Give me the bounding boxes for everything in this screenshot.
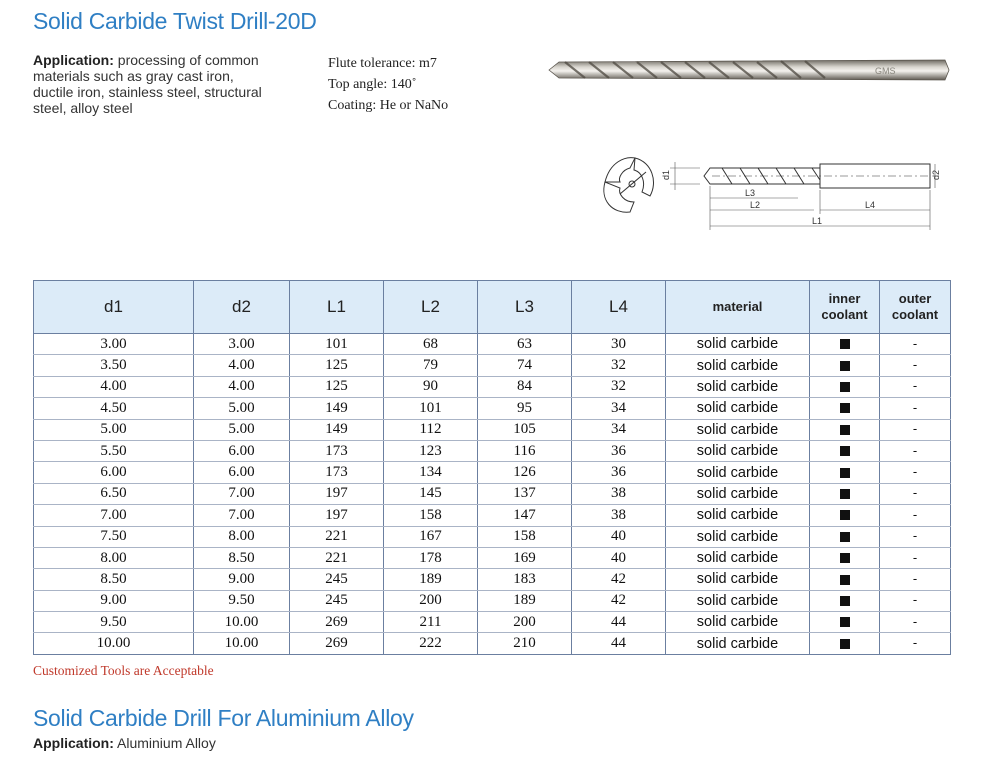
table-row [34,462,951,483]
cell-inner-coolant [810,590,880,611]
cell-L2: 189 [384,569,478,590]
cell-outer-coolant [880,633,951,654]
table-row [34,419,951,440]
cell-L3: 210 [478,633,572,654]
cell-d1: 9.00 [34,590,194,611]
cell-outer-coolant [880,355,951,376]
cell-outer-coolant [880,419,951,440]
filled-square-icon [840,575,850,585]
cell-L4: 42 [572,590,666,611]
cell-outer-coolant [880,398,951,419]
header-L3: L3 [478,281,572,334]
cell-d2: 7.00 [194,505,290,526]
cell-inner-coolant [810,483,880,504]
cell-d2: 3.00 [194,334,290,355]
dash-mark: - [912,592,918,608]
dash-mark: - [912,549,918,565]
cell-outer-coolant [880,547,951,568]
dash-mark: - [912,335,918,351]
cell-L4: 40 [572,526,666,547]
cell-L4: 40 [572,547,666,568]
filled-square-icon [840,446,850,456]
cell-L3: 74 [478,355,572,376]
cell-material: solid carbide [666,355,810,376]
cell-d2: 6.00 [194,440,290,461]
watermark-logo: GMS [875,66,896,76]
cell-inner-coolant [810,398,880,419]
cell-d1: 10.00 [34,633,194,654]
cell-d2: 8.00 [194,526,290,547]
cell-d1: 3.00 [34,334,194,355]
cell-material: solid carbide [666,398,810,419]
drill-side-view [704,164,930,188]
filled-square-icon [840,425,850,435]
filled-square-icon [840,617,850,627]
cell-d1: 4.00 [34,376,194,397]
cell-L3: 169 [478,547,572,568]
cell-outer-coolant [880,376,951,397]
table-row [34,440,951,461]
header-d1: d1 [34,281,194,334]
filled-square-icon [840,339,850,349]
cell-L1: 173 [290,462,384,483]
diagram-label-L4: L4 [865,200,876,210]
cell-d1: 7.50 [34,526,194,547]
cell-L1: 125 [290,376,384,397]
table-row [34,483,951,504]
cell-L1: 149 [290,398,384,419]
cell-L2: 134 [384,462,478,483]
cell-material: solid carbide [666,526,810,547]
cell-d1: 8.00 [34,547,194,568]
cell-L2: 167 [384,526,478,547]
application-text-2: Aluminium Alloy [113,735,216,751]
cell-L3: 147 [478,505,572,526]
cell-L2: 222 [384,633,478,654]
cell-L2: 101 [384,398,478,419]
cell-L4: 38 [572,505,666,526]
dash-mark: - [912,613,918,629]
cell-material: solid carbide [666,612,810,633]
cell-L2: 158 [384,505,478,526]
cell-L2: 112 [384,419,478,440]
cell-L1: 101 [290,334,384,355]
drill-spec-table [33,280,951,655]
cell-material: solid carbide [666,376,810,397]
cell-outer-coolant [880,334,951,355]
diagram-label-L2: L2 [750,200,761,210]
diagram-label-L3: L3 [745,188,756,198]
cell-L2: 178 [384,547,478,568]
cell-L4: 44 [572,612,666,633]
header-L4: L4 [572,281,666,334]
cell-inner-coolant [810,505,880,526]
table-row [34,547,951,568]
table-body [34,334,951,655]
header-material: material [666,281,810,334]
cell-L2: 79 [384,355,478,376]
cross-section-view [604,158,654,213]
cell-d2: 5.00 [194,398,290,419]
application-description [33,52,273,116]
section-title-twist-drill: Solid Carbide Twist Drill-20D [33,8,317,34]
cell-L4: 38 [572,483,666,504]
cell-d1: 4.50 [34,398,194,419]
cell-L3: 95 [478,398,572,419]
cell-d2: 10.00 [194,612,290,633]
cell-L3: 105 [478,419,572,440]
filled-square-icon [840,553,850,563]
cell-inner-coolant [810,419,880,440]
cell-L1: 197 [290,483,384,504]
cell-L1: 245 [290,590,384,611]
cell-L1: 149 [290,419,384,440]
table-row [34,612,951,633]
header-inner-coolant: inner coolant [810,281,880,334]
diagram-label-d1: d1 [661,169,671,180]
filled-square-icon [840,361,850,371]
cell-L4: 36 [572,440,666,461]
cell-material: solid carbide [666,440,810,461]
cell-inner-coolant [810,376,880,397]
cell-d1: 7.00 [34,505,194,526]
spec-top-angle: Top angle: 140˚ [328,77,417,92]
dash-mark: - [912,528,918,544]
cell-d1: 8.50 [34,569,194,590]
cell-d2: 5.00 [194,419,290,440]
cell-inner-coolant [810,355,880,376]
cell-L4: 32 [572,355,666,376]
cell-inner-coolant [810,547,880,568]
cell-L2: 200 [384,590,478,611]
header-L2: L2 [384,281,478,334]
table-row [34,569,951,590]
cell-L4: 30 [572,334,666,355]
cell-inner-coolant [810,526,880,547]
dash-mark: - [912,464,918,480]
filled-square-icon [840,639,850,649]
dash-mark: - [912,506,918,522]
spec-coating: Coating: He or NaNo [328,98,449,113]
cell-L4: 32 [572,376,666,397]
cell-d2: 4.00 [194,376,290,397]
table-row [34,590,951,611]
customization-note: Customized Tools are Acceptable [33,663,214,678]
cell-material: solid carbide [666,419,810,440]
filled-square-icon [840,382,850,392]
application-description-2 [33,735,433,751]
cell-material: solid carbide [666,334,810,355]
cell-L3: 63 [478,334,572,355]
filled-square-icon [840,510,850,520]
cell-L4: 44 [572,633,666,654]
drill-dimension-diagram [600,152,945,242]
cell-d1: 6.00 [34,462,194,483]
cell-inner-coolant [810,612,880,633]
dash-mark: - [912,357,918,373]
dash-mark: - [912,635,918,651]
cell-L2: 211 [384,612,478,633]
cell-material: solid carbide [666,462,810,483]
diagram-label-d2: d2 [931,169,941,180]
cell-inner-coolant [810,462,880,483]
cell-inner-coolant [810,633,880,654]
dash-mark: - [912,378,918,394]
cell-L4: 36 [572,462,666,483]
cell-L1: 125 [290,355,384,376]
header-d2: d2 [194,281,290,334]
table-row [34,334,951,355]
cell-d2: 9.50 [194,590,290,611]
cell-outer-coolant [880,462,951,483]
table-row [34,355,951,376]
cell-material: solid carbide [666,505,810,526]
table-header-row [34,281,951,334]
cell-outer-coolant [880,505,951,526]
cell-L3: 158 [478,526,572,547]
application-label: Application: [33,52,114,68]
cell-d2: 6.00 [194,462,290,483]
dash-mark: - [912,399,918,415]
cell-L4: 42 [572,569,666,590]
filled-square-icon [840,468,850,478]
header-L1: L1 [290,281,384,334]
section-title-aluminium-drill: Solid Carbide Drill For Aluminium Alloy [33,705,414,731]
dash-mark: - [912,421,918,437]
filled-square-icon [840,596,850,606]
cell-L1: 221 [290,526,384,547]
cell-d2: 7.00 [194,483,290,504]
cell-outer-coolant [880,590,951,611]
cell-L2: 90 [384,376,478,397]
cell-L1: 197 [290,505,384,526]
cell-L1: 221 [290,547,384,568]
drill-photo [545,54,950,86]
cell-L3: 183 [478,569,572,590]
diagram-label-L1: L1 [812,216,823,226]
cell-material: solid carbide [666,569,810,590]
cell-d1: 3.50 [34,355,194,376]
cell-L4: 34 [572,398,666,419]
cell-d2: 4.00 [194,355,290,376]
filled-square-icon [840,489,850,499]
cell-outer-coolant [880,569,951,590]
header-outer-coolant: outer coolant [880,281,951,334]
cell-outer-coolant [880,440,951,461]
spec-flute-tolerance: Flute tolerance: m7 [328,56,437,71]
filled-square-icon [840,403,850,413]
cell-outer-coolant [880,526,951,547]
cell-L2: 68 [384,334,478,355]
cell-d2: 10.00 [194,633,290,654]
cell-L3: 137 [478,483,572,504]
table-row [34,526,951,547]
spec-list [328,53,448,116]
cell-L3: 126 [478,462,572,483]
table-row [34,376,951,397]
dimension-lines [670,162,935,230]
cell-material: solid carbide [666,483,810,504]
application-label-2: Application: [33,735,114,751]
cell-material: solid carbide [666,633,810,654]
cell-inner-coolant [810,440,880,461]
cell-inner-coolant [810,569,880,590]
cell-outer-coolant [880,612,951,633]
cell-L2: 145 [384,483,478,504]
dash-mark: - [912,485,918,501]
cell-material: solid carbide [666,590,810,611]
dash-mark: - [912,442,918,458]
cell-L1: 245 [290,569,384,590]
table-row [34,633,951,654]
dash-mark: - [912,570,918,586]
cell-material: solid carbide [666,547,810,568]
table-row [34,398,951,419]
cell-d2: 8.50 [194,547,290,568]
cell-L1: 173 [290,440,384,461]
cell-d1: 5.50 [34,440,194,461]
cell-L4: 34 [572,419,666,440]
cell-outer-coolant [880,483,951,504]
cell-d1: 9.50 [34,612,194,633]
table-row [34,505,951,526]
cell-L3: 84 [478,376,572,397]
cell-L3: 189 [478,590,572,611]
filled-square-icon [840,532,850,542]
cell-d1: 5.00 [34,419,194,440]
cell-L2: 123 [384,440,478,461]
application-text: processing of common materials such as gray cast iron, ductile iron, stainless steel, structural steel, alloy steel [33,52,262,116]
cell-d2: 9.00 [194,569,290,590]
cell-L3: 200 [478,612,572,633]
cell-d1: 6.50 [34,483,194,504]
cell-L3: 116 [478,440,572,461]
cell-inner-coolant [810,334,880,355]
cell-L1: 269 [290,612,384,633]
cell-L1: 269 [290,633,384,654]
